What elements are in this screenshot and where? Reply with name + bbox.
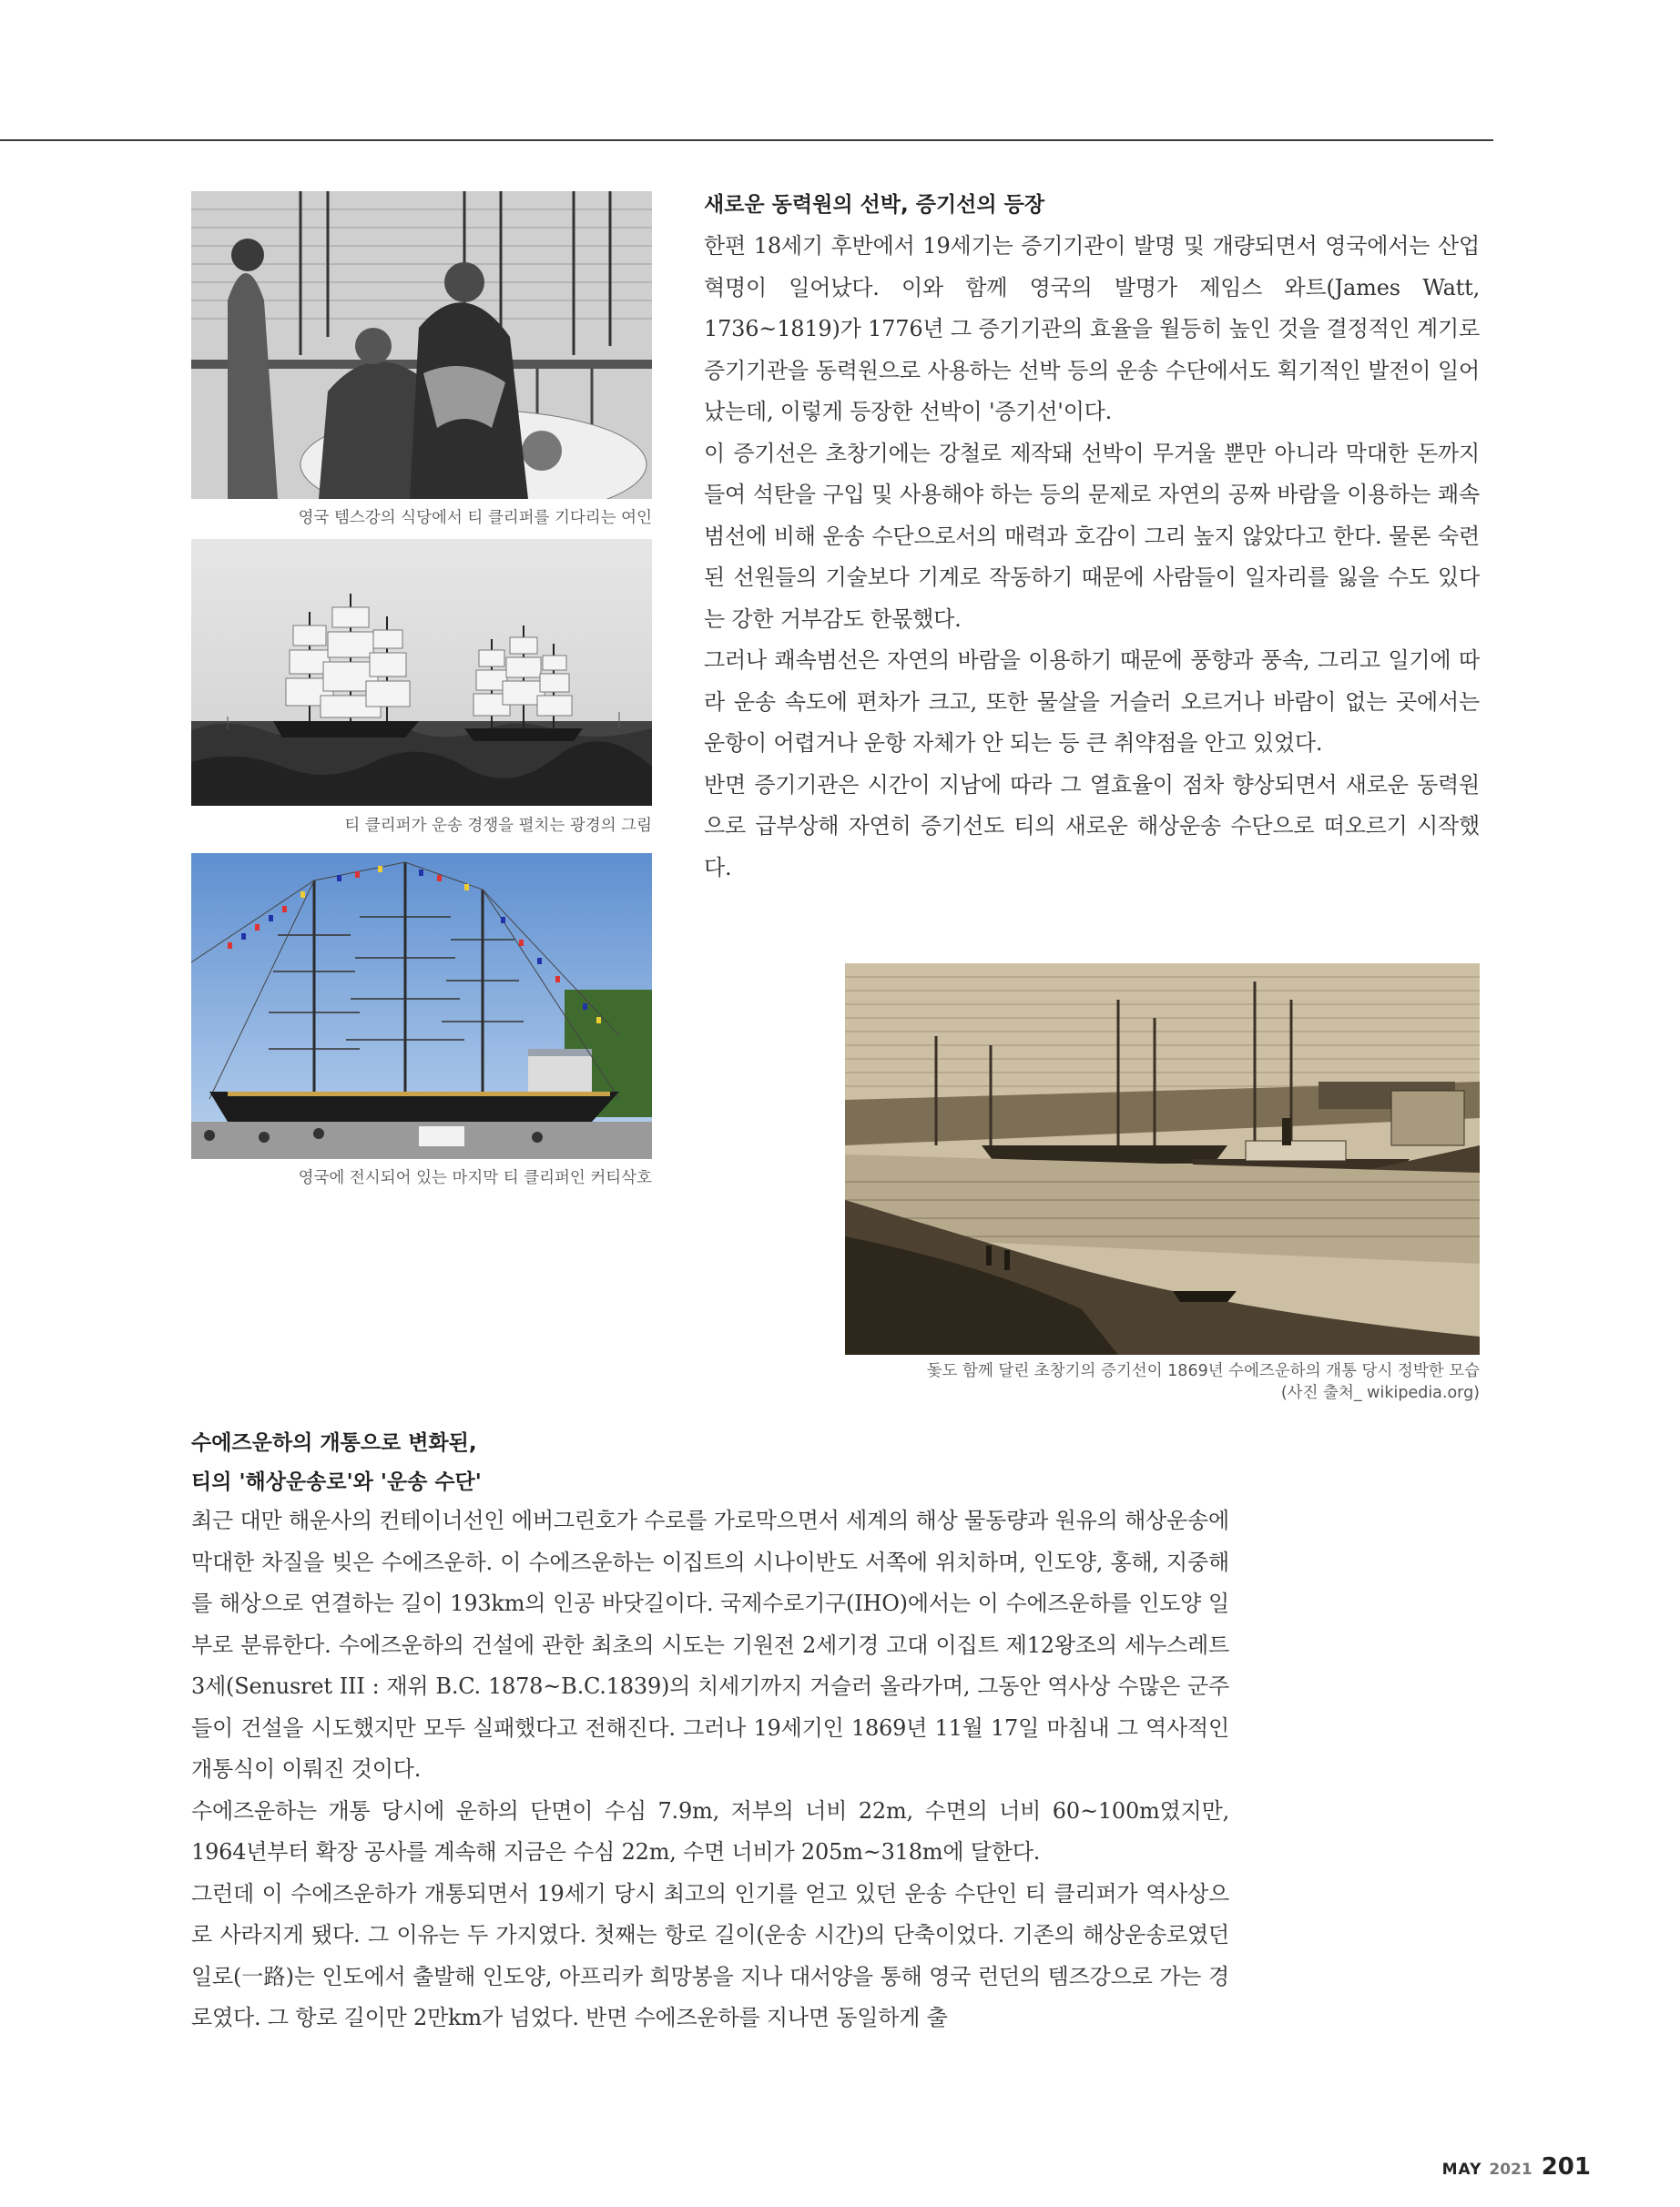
- page-folio: [1442, 2153, 1591, 2181]
- figure-cutty-sark-photo: [191, 853, 652, 1159]
- figure-caption: [845, 1360, 1480, 1404]
- paragraph: 반면 증기기관은 시간이 지남에 따라 그 열효율이 점차 향상되면서 새로운 동력원으로 급부상해 자연히 증기선도 티의 새로운 해상운송 수단으로 떠오르기 시작했다.: [704, 771, 1480, 880]
- section-heading: 새로운 동력원의 선박, 증기선의 등장: [704, 193, 1045, 217]
- figure-suez-steamship-engraving: [845, 963, 1480, 1355]
- section-heading: 수에즈운하의 개통으로 변화된,: [191, 1431, 477, 1455]
- figure-caption-line: 돛도 함께 달린 초창기의 증기선이 1869년 수에즈운하의 개통 당시 정박한 모습: [926, 1362, 1480, 1380]
- paragraph: 그러나 쾌속범선은 자연의 바람을 이용하기 때문에 풍향과 풍속, 그리고 일기에 따라 운송 속도에 편차가 크고, 또한 물살을 거슬러 오르거나 바람이 없는 곳에서는 운항이 어렵거나 운항 자체가 안 되는 등 큰 취약점을 안고 있었다.: [704, 647, 1480, 756]
- section-body: [704, 226, 1480, 889]
- paragraph: 그런데 이 수에즈운하가 개통되면서 19세기 당시 최고의 인기를 얻고 있던 운송 수단인 티 클리퍼가 역사상으로 사라지게 됐다. 그 이유는 두 가지였다. 첫째는 항로 길이(운송 시간)의 단축이었다. 기존의 해상운송로였던 일로(一路)는 인도에서 출발해 인도양, 아프리카 희망봉을 지나 대서양을 통해 영국 런던의 템즈강으로 가는 경로였다. 그 항로 길이만 2만km가 넘었다. 반면 수에즈운하를 지나면 동일하게 출: [191, 1880, 1229, 2030]
- photo-credit: (사진 출처_ wikipedia.org): [1280, 1384, 1480, 1402]
- issue-month: MAY: [1441, 2161, 1482, 2179]
- paragraph: 한편 18세기 후반에서 19세기는 증기기관이 발명 및 개량되면서 영국에서는 산업혁명이 일어났다. 이와 함께 영국의 발명가 제임스 와트(James Watt, 1736~1819)가 1776년 그 증기기관의 효율을 월등히 높인 것을 결정적인 계기로 증기기관을 동력원으로 사용하는 선박 등의 운송 수단에서도 획기적인 발전이 일어났는데, 이렇게 등장한 선박이 '증기선'이다.: [704, 233, 1480, 424]
- paragraph: 수에즈운하는 개통 당시에 운하의 단면이 수심 7.9m, 저부의 너비 22m, 수면의 너비 60~100m였지만, 1964년부터 확장 공사를 계속해 지금은 수심 22m, 수면 너비가 205m~318m에 달한다.: [191, 1797, 1229, 1865]
- paragraph: 이 증기선은 초창기에는 강철로 제작돼 선박이 무거울 뿐만 아니라 막대한 돈까지 들여 석탄을 구입 및 사용해야 하는 등의 문제로 자연의 공짜 바람을 이용하는 쾌속범선에 비해 운송 수단으로서의 매력과 호감이 그리 높지 않았다고 한다. 물론 숙련된 선원들의 기술보다 기계로 작동하기 때문에 사람들이 일자리를 잃을 수도 있다는 강한 거부감도 한몫했다.: [704, 440, 1480, 632]
- figure-clipper-race-painting: [191, 539, 652, 806]
- paragraph: 최근 대만 해운사의 컨테이너선인 에버그린호가 수로를 가로막으면서 세계의 해상 물동량과 원유의 해상운송에 막대한 차질을 빚은 수에즈운하. 이 수에즈운하는 이집트의 시나이반도 서쪽에 위치하며, 인도양, 홍해, 지중해를 해상으로 연결하는 길이 193km의 인공 바닷길이다. 국제수로기구(IHO)에서는 이 수에즈운하를 인도양 일부로 분류한다. 수에즈운하의 건설에 관한 최초의 시도는 기원전 2세기경 고대 이집트 제12왕조의 세누스레트 3세(Senusret III : 재위 B.C. 1878~B.C.1839)의 치세기까지 거슬러 올라가며, 그동안 역사상 수많은 군주들이 건설을 시도했지만 모두 실패했다고 전해진다. 그러나 19세기인 1869년 11월 17일 마침내 그 역사적인 개통식이 이뤄진 것이다.: [191, 1508, 1229, 1782]
- section-heading: 티의 '해상운송로'와 '운송 수단': [191, 1470, 482, 1494]
- figure-caption: 티 클리퍼가 운송 경쟁을 펼치는 광경의 그림: [344, 817, 652, 835]
- issue-year: 2021: [1489, 2161, 1532, 2179]
- figure-caption: 영국 템스강의 식당에서 티 클리퍼를 기다리는 여인: [298, 509, 652, 527]
- figure-caption: 영국에 전시되어 있는 마지막 티 클리퍼인 커티삭호: [298, 1169, 652, 1187]
- header-rule: [0, 139, 1493, 141]
- section-body: [191, 1500, 1229, 2039]
- page-number: 201: [1541, 2153, 1591, 2181]
- figure-thames-restaurant-engraving: [191, 191, 652, 499]
